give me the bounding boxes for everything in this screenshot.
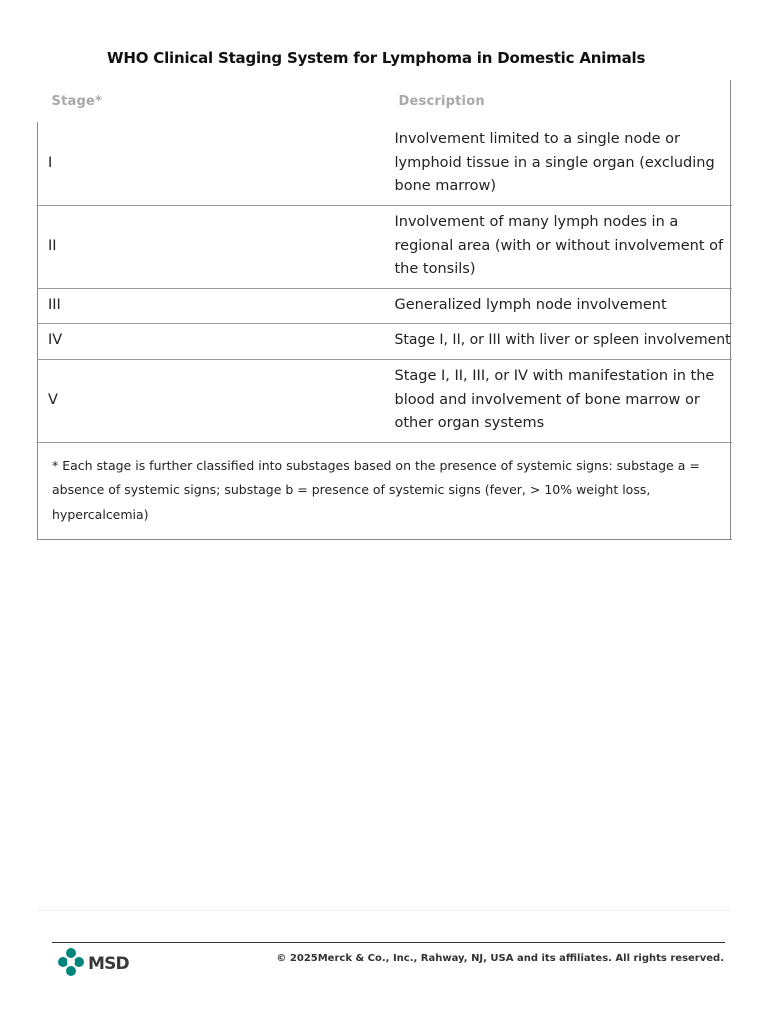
footer-divider (52, 942, 725, 943)
stage-cell: IV (38, 323, 386, 359)
description-cell: Involvement limited to a single node or lymphoid tissue in a single organ (excluding bone marrow) (386, 122, 732, 205)
msd-logo-icon (58, 948, 84, 980)
page-divider (37, 910, 731, 911)
header-description: Description (398, 93, 485, 109)
table-row (38, 205, 732, 288)
table-row (38, 359, 732, 442)
footnote: * Each stage is further classified into substages based on the presence of systemic signs: substage a = absence of systemic signs; substage b = presence of systemic signs (fever, > 10% weight loss, hypercalcemia) (38, 442, 732, 540)
footnote-row (38, 442, 732, 540)
table-row (38, 288, 732, 323)
stage-cell: II (38, 205, 386, 288)
table-title: WHO Clinical Staging System for Lymphoma in Domestic Animals (107, 49, 646, 67)
description-cell: Generalized lymph node involvement (386, 288, 732, 323)
stage-cell: III (38, 288, 386, 323)
description-cell: Stage I, II, III, or IV with manifestation in the blood and involvement of bone marrow or other organ systems (386, 359, 732, 442)
msd-logo (58, 950, 129, 978)
header-stage: Stage* (51, 93, 102, 109)
table-header-row (38, 80, 732, 122)
staging-table (37, 80, 731, 540)
copyright-text: © 2025Merck & Co., Inc., Rahway, NJ, USA and its affiliates. All rights reserved. (276, 953, 724, 964)
stage-cell: I (38, 122, 386, 205)
description-cell: Involvement of many lymph nodes in a regional area (with or without involvement of the tonsils) (386, 205, 732, 288)
stage-cell: V (38, 359, 386, 442)
description-cell: Stage I, II, or III with liver or spleen involvement (386, 323, 732, 359)
table-row (38, 323, 732, 359)
msd-logo-text: MSD (88, 954, 129, 974)
table-row (38, 122, 732, 205)
